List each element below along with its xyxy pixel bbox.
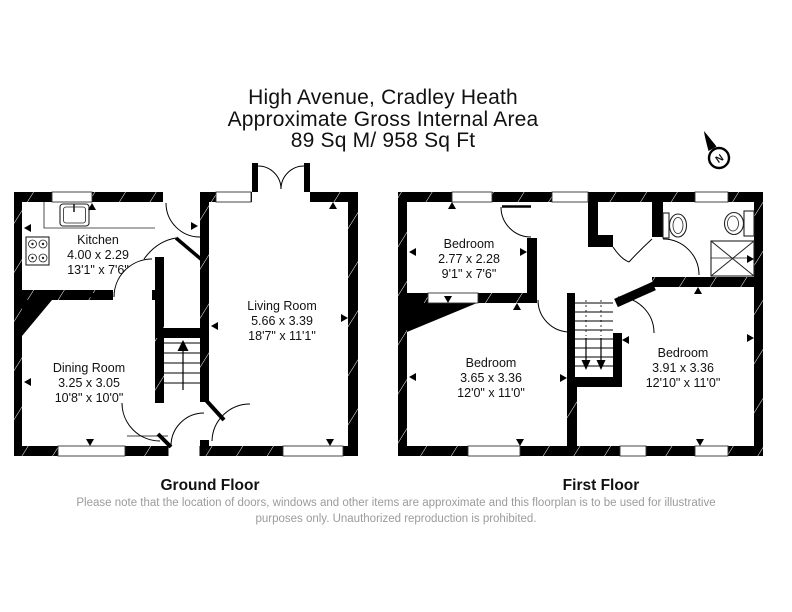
bedroom1-imperial: 9'1" x 7'6" — [441, 267, 497, 281]
living-room-bottom-window — [283, 446, 343, 456]
kitchen-metric: 4.00 x 2.29 — [67, 248, 129, 262]
bedroom1-internal-panel — [428, 293, 478, 303]
living-room-imperial: 18'7" x 11'1" — [248, 329, 316, 343]
compass-north-label: N — [713, 152, 726, 166]
bedroom1-label — [438, 237, 500, 281]
dining-room-label — [53, 361, 125, 405]
living-room-top-window — [216, 192, 251, 202]
living-room-metric: 5.66 x 3.39 — [251, 314, 313, 328]
front-door-opening — [168, 446, 200, 456]
disclaimer-line-2: purposes only. Unauthorized reproduction is prohibited. — [255, 513, 537, 525]
living-room-label — [247, 299, 316, 343]
dining-room-name: Dining Room — [52, 361, 126, 375]
title-area-value: 89 Sq M/ 958 Sq Ft — [290, 129, 476, 152]
disclaimer-line-1: Please note that the location of doors, windows and other items are approximate and this floorplan is to be used for illustrative — [76, 497, 716, 509]
bedroom1-metric: 2.77 x 2.28 — [438, 252, 500, 266]
kitchen-name: Kitchen — [77, 233, 119, 247]
dining-room-metric: 3.25 x 3.05 — [58, 376, 120, 390]
toilet-cistern — [744, 211, 754, 236]
living-room-name: Living Room — [247, 299, 317, 313]
bedroom1-name: Bedroom — [443, 237, 495, 251]
landing-window — [552, 192, 588, 202]
bedroom3-metric: 3.91 x 3.36 — [652, 361, 714, 375]
bedroom2-label — [457, 356, 525, 400]
basin-back — [663, 213, 669, 238]
bedroom2-metric: 3.65 x 3.36 — [460, 371, 522, 385]
bedroom1-window — [452, 192, 492, 202]
bedroom3-window — [695, 446, 728, 456]
bedroom2-name: Bedroom — [465, 356, 517, 370]
bedroom3-imperial: 12'10" x 11'0" — [645, 376, 721, 390]
bedroom2-imperial: 12'0" x 11'0" — [457, 386, 525, 400]
dining-room-imperial: 10'8" x 10'0" — [54, 391, 124, 405]
title-area-label: Approximate Gross Internal Area — [227, 108, 539, 131]
kitchen-window — [52, 192, 92, 202]
bedroom2-window — [468, 446, 520, 456]
ground-floor-label: Ground Floor — [160, 477, 260, 494]
title-address: High Avenue, Cradley Heath — [248, 86, 518, 109]
bedroom3-window-small — [620, 446, 646, 456]
bathroom-window — [695, 192, 728, 202]
kitchen-imperial: 13'1" x 7'6" — [67, 263, 129, 277]
dining-room-window — [58, 446, 125, 456]
bedroom3-name: Bedroom — [657, 346, 709, 360]
first-floor-label: First Floor — [562, 477, 640, 494]
